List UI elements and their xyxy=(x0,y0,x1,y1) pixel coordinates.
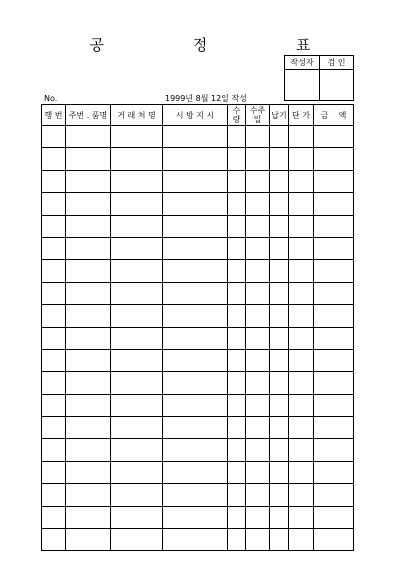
table-cell xyxy=(111,305,163,327)
table-row xyxy=(42,484,354,506)
table-row xyxy=(42,282,354,304)
table-cell xyxy=(42,170,66,192)
table-cell xyxy=(66,394,111,416)
table-cell xyxy=(228,349,246,371)
table-cell xyxy=(42,215,66,237)
table-cell xyxy=(289,372,314,394)
table-cell xyxy=(246,193,270,215)
table-cell xyxy=(42,193,66,215)
table-cell xyxy=(228,506,246,528)
table-cell xyxy=(111,260,163,282)
table-row xyxy=(42,529,354,551)
table-cell xyxy=(270,215,289,237)
table-cell xyxy=(289,461,314,483)
table-row xyxy=(42,372,354,394)
table-cell xyxy=(289,193,314,215)
table-cell xyxy=(289,394,314,416)
table-cell xyxy=(163,439,228,461)
table-cell xyxy=(289,305,314,327)
table-cell xyxy=(314,305,354,327)
table-cell xyxy=(246,170,270,192)
table-cell xyxy=(246,282,270,304)
table-cell xyxy=(111,349,163,371)
table-cell xyxy=(314,282,354,304)
col-header-instruction: 시 방 지 시 xyxy=(163,105,228,126)
table-cell xyxy=(228,193,246,215)
table-cell xyxy=(111,215,163,237)
table-cell xyxy=(270,484,289,506)
table-cell xyxy=(246,260,270,282)
table-cell xyxy=(289,349,314,371)
table-cell xyxy=(42,506,66,528)
col-header-due-date: 납기 xyxy=(270,105,289,126)
table-cell xyxy=(314,237,354,259)
table-cell xyxy=(163,529,228,551)
table-cell xyxy=(228,484,246,506)
table-cell xyxy=(66,417,111,439)
table-cell xyxy=(66,461,111,483)
table-cell xyxy=(289,215,314,237)
table-cell xyxy=(66,506,111,528)
table-cell xyxy=(270,282,289,304)
table-cell xyxy=(314,148,354,170)
table-cell xyxy=(228,237,246,259)
table-cell xyxy=(163,260,228,282)
table-cell xyxy=(228,215,246,237)
table-cell xyxy=(228,148,246,170)
table-cell xyxy=(289,260,314,282)
table-cell xyxy=(270,529,289,551)
table-cell xyxy=(111,394,163,416)
table-cell xyxy=(42,394,66,416)
table-cell xyxy=(42,260,66,282)
table-cell xyxy=(228,126,246,148)
table-cell xyxy=(314,484,354,506)
table-cell xyxy=(111,439,163,461)
table-cell xyxy=(66,237,111,259)
table-cell xyxy=(314,349,354,371)
table-cell xyxy=(270,126,289,148)
table-cell xyxy=(246,529,270,551)
table-cell xyxy=(42,529,66,551)
table-cell xyxy=(289,237,314,259)
table-cell xyxy=(270,237,289,259)
page-title: 공 정 표 xyxy=(89,36,353,54)
table-cell xyxy=(163,126,228,148)
table-row xyxy=(42,506,354,528)
table-cell xyxy=(66,439,111,461)
table-cell xyxy=(246,484,270,506)
table-cell xyxy=(289,170,314,192)
table-cell xyxy=(228,260,246,282)
table-cell xyxy=(289,282,314,304)
table-cell xyxy=(314,461,354,483)
table-cell xyxy=(42,237,66,259)
table-cell xyxy=(270,439,289,461)
table-cell xyxy=(111,417,163,439)
table-cell xyxy=(163,484,228,506)
table-cell xyxy=(66,170,111,192)
table-cell xyxy=(246,372,270,394)
table-cell xyxy=(163,193,228,215)
table-cell xyxy=(246,349,270,371)
table-row xyxy=(42,439,354,461)
writer-column xyxy=(285,56,320,100)
table-cell xyxy=(111,193,163,215)
table-cell xyxy=(314,193,354,215)
table-cell xyxy=(289,506,314,528)
table-cell xyxy=(270,372,289,394)
table-cell xyxy=(111,484,163,506)
table-cell xyxy=(270,506,289,528)
table-cell xyxy=(228,417,246,439)
table-cell xyxy=(270,305,289,327)
table-cell xyxy=(228,439,246,461)
table-cell xyxy=(314,439,354,461)
table-cell xyxy=(289,484,314,506)
table-cell xyxy=(163,349,228,371)
table-cell xyxy=(246,327,270,349)
table-cell xyxy=(42,305,66,327)
table-cell xyxy=(289,529,314,551)
table-row xyxy=(42,305,354,327)
table-row xyxy=(42,148,354,170)
table-cell xyxy=(246,506,270,528)
table-cell xyxy=(246,237,270,259)
table-cell xyxy=(163,148,228,170)
table-cell xyxy=(270,193,289,215)
table-cell xyxy=(66,215,111,237)
table-cell xyxy=(42,282,66,304)
approver-column xyxy=(320,56,353,100)
table-cell xyxy=(228,372,246,394)
col-header-quantity: 수 량 xyxy=(228,105,246,126)
table-cell xyxy=(289,439,314,461)
table-cell xyxy=(289,126,314,148)
table-cell xyxy=(42,439,66,461)
col-header-unit-price: 단 가 xyxy=(289,105,314,126)
table-row xyxy=(42,349,354,371)
table-cell xyxy=(163,372,228,394)
table-cell xyxy=(66,349,111,371)
table-cell xyxy=(163,394,228,416)
table-cell xyxy=(314,394,354,416)
table-cell xyxy=(66,193,111,215)
table-row xyxy=(42,417,354,439)
col-header-client: 거 래 처 명 xyxy=(111,105,163,126)
table-cell xyxy=(270,148,289,170)
table-cell xyxy=(314,417,354,439)
table-cell xyxy=(66,282,111,304)
table-row xyxy=(42,237,354,259)
table-cell xyxy=(270,327,289,349)
number-label: No. xyxy=(44,94,58,103)
table-cell xyxy=(163,461,228,483)
table-cell xyxy=(314,529,354,551)
table-cell xyxy=(111,372,163,394)
process-table xyxy=(41,104,354,551)
table-cell xyxy=(289,327,314,349)
table-cell xyxy=(246,215,270,237)
table-cell xyxy=(66,484,111,506)
date-text: 1999년 8월 12일 작성 xyxy=(165,94,247,103)
table-cell xyxy=(42,148,66,170)
table-header-row xyxy=(42,105,354,126)
table-cell xyxy=(270,417,289,439)
table-cell xyxy=(66,529,111,551)
table-cell xyxy=(246,439,270,461)
table-cell xyxy=(163,327,228,349)
table-cell xyxy=(163,237,228,259)
table-cell xyxy=(42,327,66,349)
table-cell xyxy=(246,305,270,327)
table-cell xyxy=(111,327,163,349)
table-cell xyxy=(228,394,246,416)
table-cell xyxy=(314,327,354,349)
table-cell xyxy=(314,372,354,394)
table-row xyxy=(42,327,354,349)
table-row xyxy=(42,215,354,237)
table-cell xyxy=(270,394,289,416)
table-row xyxy=(42,193,354,215)
table-row xyxy=(42,461,354,483)
table-cell xyxy=(314,170,354,192)
approval-box xyxy=(284,55,354,101)
table-cell xyxy=(66,327,111,349)
table-cell xyxy=(228,529,246,551)
table-cell xyxy=(163,417,228,439)
writer-label: 작성자 xyxy=(285,56,319,70)
table-cell xyxy=(163,506,228,528)
table-cell xyxy=(314,506,354,528)
table-cell xyxy=(111,148,163,170)
approver-label: 검 인 xyxy=(320,56,353,70)
table-row xyxy=(42,126,354,148)
table-cell xyxy=(42,417,66,439)
col-header-row-number: 행 번 xyxy=(42,105,66,126)
table-cell xyxy=(111,126,163,148)
table-cell xyxy=(270,170,289,192)
table-cell xyxy=(66,372,111,394)
table-cell xyxy=(111,506,163,528)
table-cell xyxy=(228,282,246,304)
table-cell xyxy=(314,215,354,237)
table-cell xyxy=(314,260,354,282)
table-cell xyxy=(246,417,270,439)
table-cell xyxy=(111,461,163,483)
table-cell xyxy=(246,126,270,148)
table-cell xyxy=(42,372,66,394)
table-cell xyxy=(270,260,289,282)
table-cell xyxy=(246,461,270,483)
table-cell xyxy=(42,126,66,148)
table-cell xyxy=(163,282,228,304)
table-cell xyxy=(270,349,289,371)
table-cell xyxy=(111,529,163,551)
table-cell xyxy=(246,148,270,170)
table-cell xyxy=(111,282,163,304)
table-cell xyxy=(228,305,246,327)
table-cell xyxy=(314,126,354,148)
table-cell xyxy=(66,260,111,282)
table-cell xyxy=(42,484,66,506)
table-cell xyxy=(228,170,246,192)
table-row xyxy=(42,394,354,416)
col-header-item: 주번 . 품명 xyxy=(66,105,111,126)
table-cell xyxy=(163,170,228,192)
table-cell xyxy=(111,237,163,259)
table-cell xyxy=(66,148,111,170)
table-cell xyxy=(289,417,314,439)
table-cell xyxy=(163,305,228,327)
table-cell xyxy=(66,126,111,148)
table-cell xyxy=(246,394,270,416)
table-cell xyxy=(270,461,289,483)
table-row xyxy=(42,260,354,282)
table-row xyxy=(42,170,354,192)
table-cell xyxy=(228,461,246,483)
col-header-order-date: 수주 일 xyxy=(246,105,270,126)
table-cell xyxy=(42,461,66,483)
col-header-amount: 금 액 xyxy=(314,105,354,126)
table-cell xyxy=(111,170,163,192)
table-cell xyxy=(163,215,228,237)
table-cell xyxy=(66,305,111,327)
table-cell xyxy=(228,327,246,349)
table-cell xyxy=(42,349,66,371)
table-cell xyxy=(289,148,314,170)
